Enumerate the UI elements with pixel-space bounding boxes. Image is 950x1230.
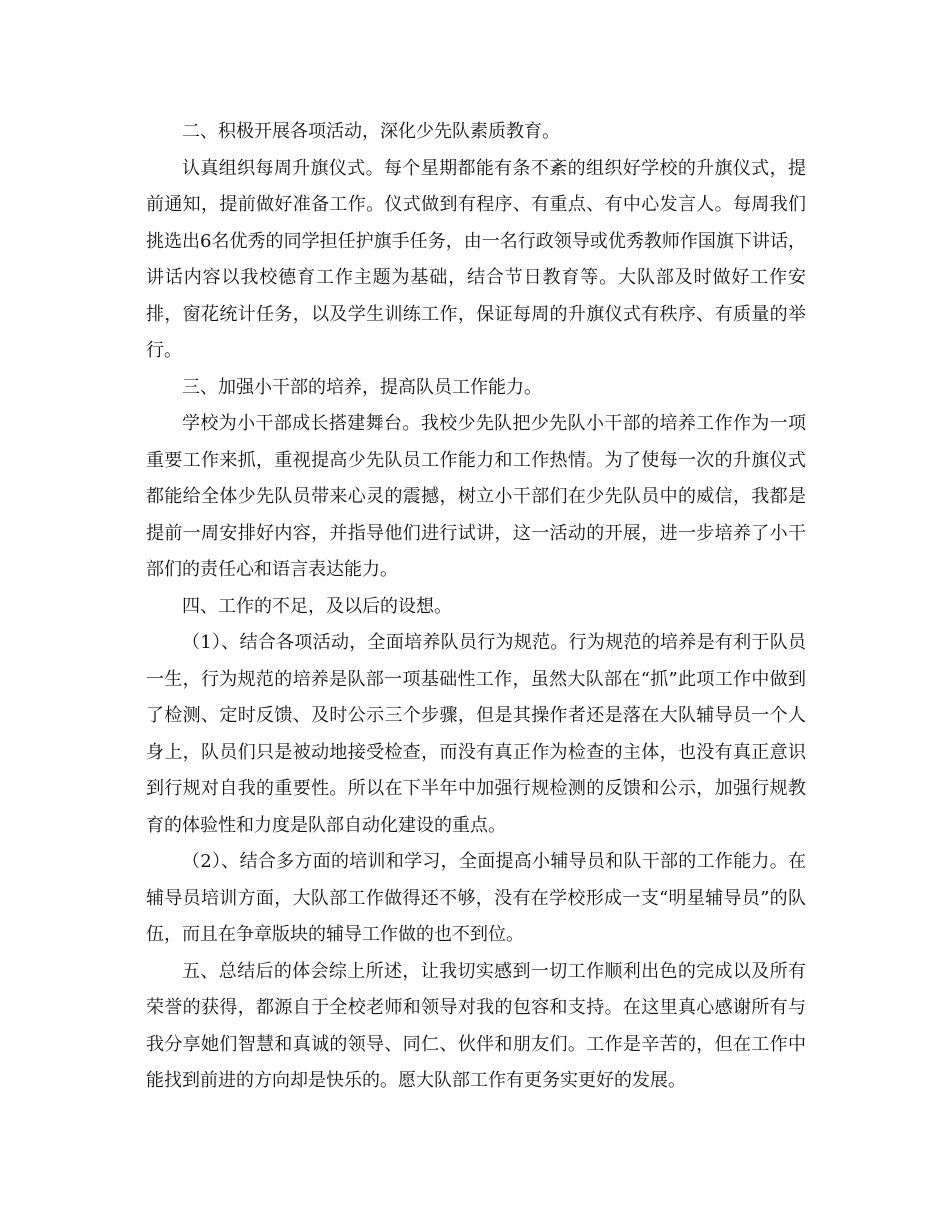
paragraph-cadre-training: 学校为小干部成长搭建舞台。我校少先队把少先队小干部的培养工作作为一项重要工作来抓，重视提高少先队员工作能力和工作热情。为了使每一次的升旗仪式都能给全体少先队员带来心灵的震撼，树立小干部们在少先队员中的威信，我都是提前一周安排好内容，并指导他们进行试讲，这一活动的开展，进一步培养了小干部们的责任心和语言表达能力。 bbox=[146, 413, 806, 580]
document-body bbox=[146, 114, 806, 1100]
paragraph-item-2: （2）、结合多方面的培训和学习，全面提高小辅导员和队干部的工作能力。在辅导员培训方面，大队部工作做得还不够，没有在学校形成一支“明星辅导员”的队伍，而且在争章版块的辅导工作做的也不到位。 bbox=[146, 851, 806, 945]
paragraph-item-1: （1）、结合各项活动，全面培养队员行为规范。行为规范的培养是有利于队员一生，行为规范的培养是队部一项基础性工作，虽然大队部在“抓”此项工作中做到了检测、定时反馈、及时公示三个步骤，但是其操作者还是落在大队辅导员一个人身上，队员们只是被动地接受检查，而没有真正作为检查的主体，也没有真正意识到行规对自我的重要性。所以在下半年中加强行规检测的反馈和公示，加强行规教育的体验性和力度是队部自动化建设的重点。 bbox=[146, 632, 806, 836]
section-heading-2: 二、积极开展各项活动，深化少先队素质教育。 bbox=[182, 121, 560, 142]
section-heading-3: 三、加强小干部的培养，提高队员工作能力。 bbox=[182, 376, 542, 398]
section-heading-4: 四、工作的不足，及以后的设想。 bbox=[182, 595, 452, 617]
paragraph-summary: 五、总结后的体会综上所述，让我切实感到一切工作顺利出色的完成以及所有荣誉的获得，都源自于全校老师和领导对我的包容和支持。在这里真心感谢所有与我分享她们智慧和真诚的领导、同仁、伙伴和朋友们。工作是辛苦的，但在工作中能找到前进的方向却是快乐的。愿大队部工作有更务实更好的发展。 bbox=[146, 960, 806, 1091]
paragraph-flag-ceremony: 认真组织每周升旗仪式。每个星期都能有条不紊的组织好学校的升旗仪式，提前通知，提前做好准备工作。仪式做到有程序、有重点、有中心发言人。每周我们挑选出6名优秀的同学担任护旗手任务，由一名行政领导或优秀教师作国旗下讲话，讲话内容以我校德育工作主题为基础，结合节日教育等。大队部及时做好工作安排，窗花统计任务，以及学生训练工作，保证每周的升旗仪式有秩序、有质量的举行。 bbox=[146, 157, 806, 361]
